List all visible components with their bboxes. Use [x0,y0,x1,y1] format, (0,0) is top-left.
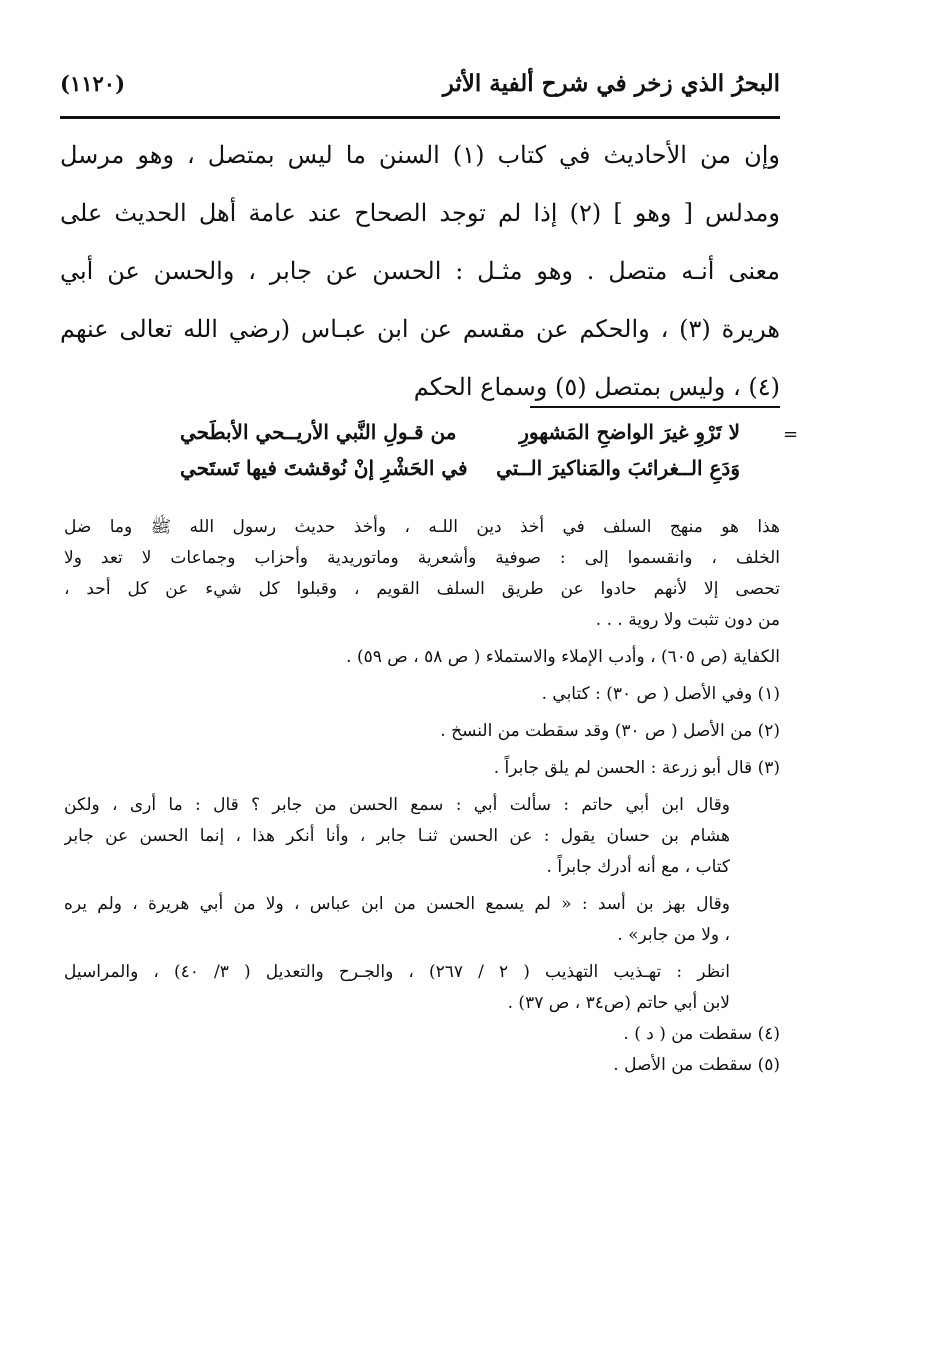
footnote-line: كتاب ، مع أنه أدرك جابراً . [546,857,730,877]
verse-second-hemistich: في الحَشْرِ إنْ نُوقشتَ فيها تَستَحي [180,456,468,480]
verse-second-hemistich: من قـولِ النَّبي الأريــحي الأبطَحي [180,420,457,444]
footnote-line: هذا هو منهج السلف في أخذ دين اللـه ، وأخذ حديث رسول الله ﷺ وما ضل [64,517,780,537]
page-number: (١١٢٠) [60,71,125,96]
footnote-line: وقال بهز بن أسد : « لم يسمع الحسن من ابن عباس ، ولا من أبي هريرة ، ولم يره [64,894,730,914]
main-text-line: وإن من الأحاديث في كتاب (١) السنن ما ليس بمتصل ، وهو مرسل [60,141,780,169]
main-text [60,126,780,416]
main-text-line: معنى أنـه متصل . وهو مثـل : الحسن عن جابر ، والحسن عن أبي [60,257,780,285]
header-rule [60,116,780,119]
footnote-line: (٥) سقطت من الأصل . [613,1055,780,1075]
poem-verse [180,420,740,456]
page-header [60,66,780,110]
verse-first-hemistich: وَدَعِ الــغرائبَ والمَناكيرَ الــتي [496,456,740,480]
poem-verses [180,420,740,492]
verse-first-hemistich: لا تَرْوِ غيرَ الواضحِ المَشهورِ [519,420,740,444]
footnote-line: لابن أبي حاتم (ص٣٤ ، ص ٣٧) . [507,993,730,1013]
footnote-line: (٣) قال أبو زرعة : الحسن لم يلق جابراً . [493,758,780,778]
main-text-line: (٤) ، وليس بمتصل (٥) وسماع الحكم [413,373,780,401]
main-text-line: ومدلس [ وهو ] (٢) إذا لم توجد الصحاح عند عامة أهل الحديث على [60,199,780,227]
footnote-line: ، ولا من جابر» . [617,925,730,945]
main-text-line: هريرة (٣) ، والحكم عن مقسم عن ابن عبـاس (رضي الله تعالى عنهم [60,315,780,343]
footnote-line: تحصى إلا لأنهم حادوا عن طريق السلف القويم ، وقبلوا كل شيء عن كل أحد ، [64,579,780,599]
footnote-line: هشام بن حسان يقول : عن الحسن ثنـا جابر ، وأنا أنكر هذا ، إنما الحسن عن جابر [64,826,730,846]
footnotes [64,512,780,1081]
continuation-mark: = [783,424,799,445]
footnote-line: انظر : تهـذيب التهذيب ( ٢ / ٢٦٧) ، والجـرح والتعديل ( ٣/ ٤٠) ، والمراسيل [64,962,731,982]
footnote-separator [530,406,780,408]
footnote-line: الكفاية (ص ٦٠٥) ، وأدب الإملاء والاستملاء ( ص ٥٨ ، ص ٥٩) . [346,647,780,667]
footnote-line: الخلف ، وانقسموا إلى : صوفية وأشعرية وماتوريدية وأحزاب وجماعات لا تعد ولا [64,548,780,568]
footnote-line: (٢) من الأصل ( ص ٣٠) وقد سقطت من النسخ . [440,721,780,741]
poem-verse [180,456,740,492]
running-title: البحرُ الذي زخر في شرح ألفية الأثر [442,70,780,97]
footnote-line: (٤) سقطت من ( د ) . [623,1024,780,1044]
footnote-line: (١) وفي الأصل ( ص ٣٠) : كتابي . [541,684,780,704]
footnote-line: وقال ابن أبي حاتم : سألت أبي : سمع الحسن من جابر ؟ قال : ما أرى ، ولكن [64,795,730,815]
footnote-line: من دون تثبت ولا روية . . . [595,610,780,630]
